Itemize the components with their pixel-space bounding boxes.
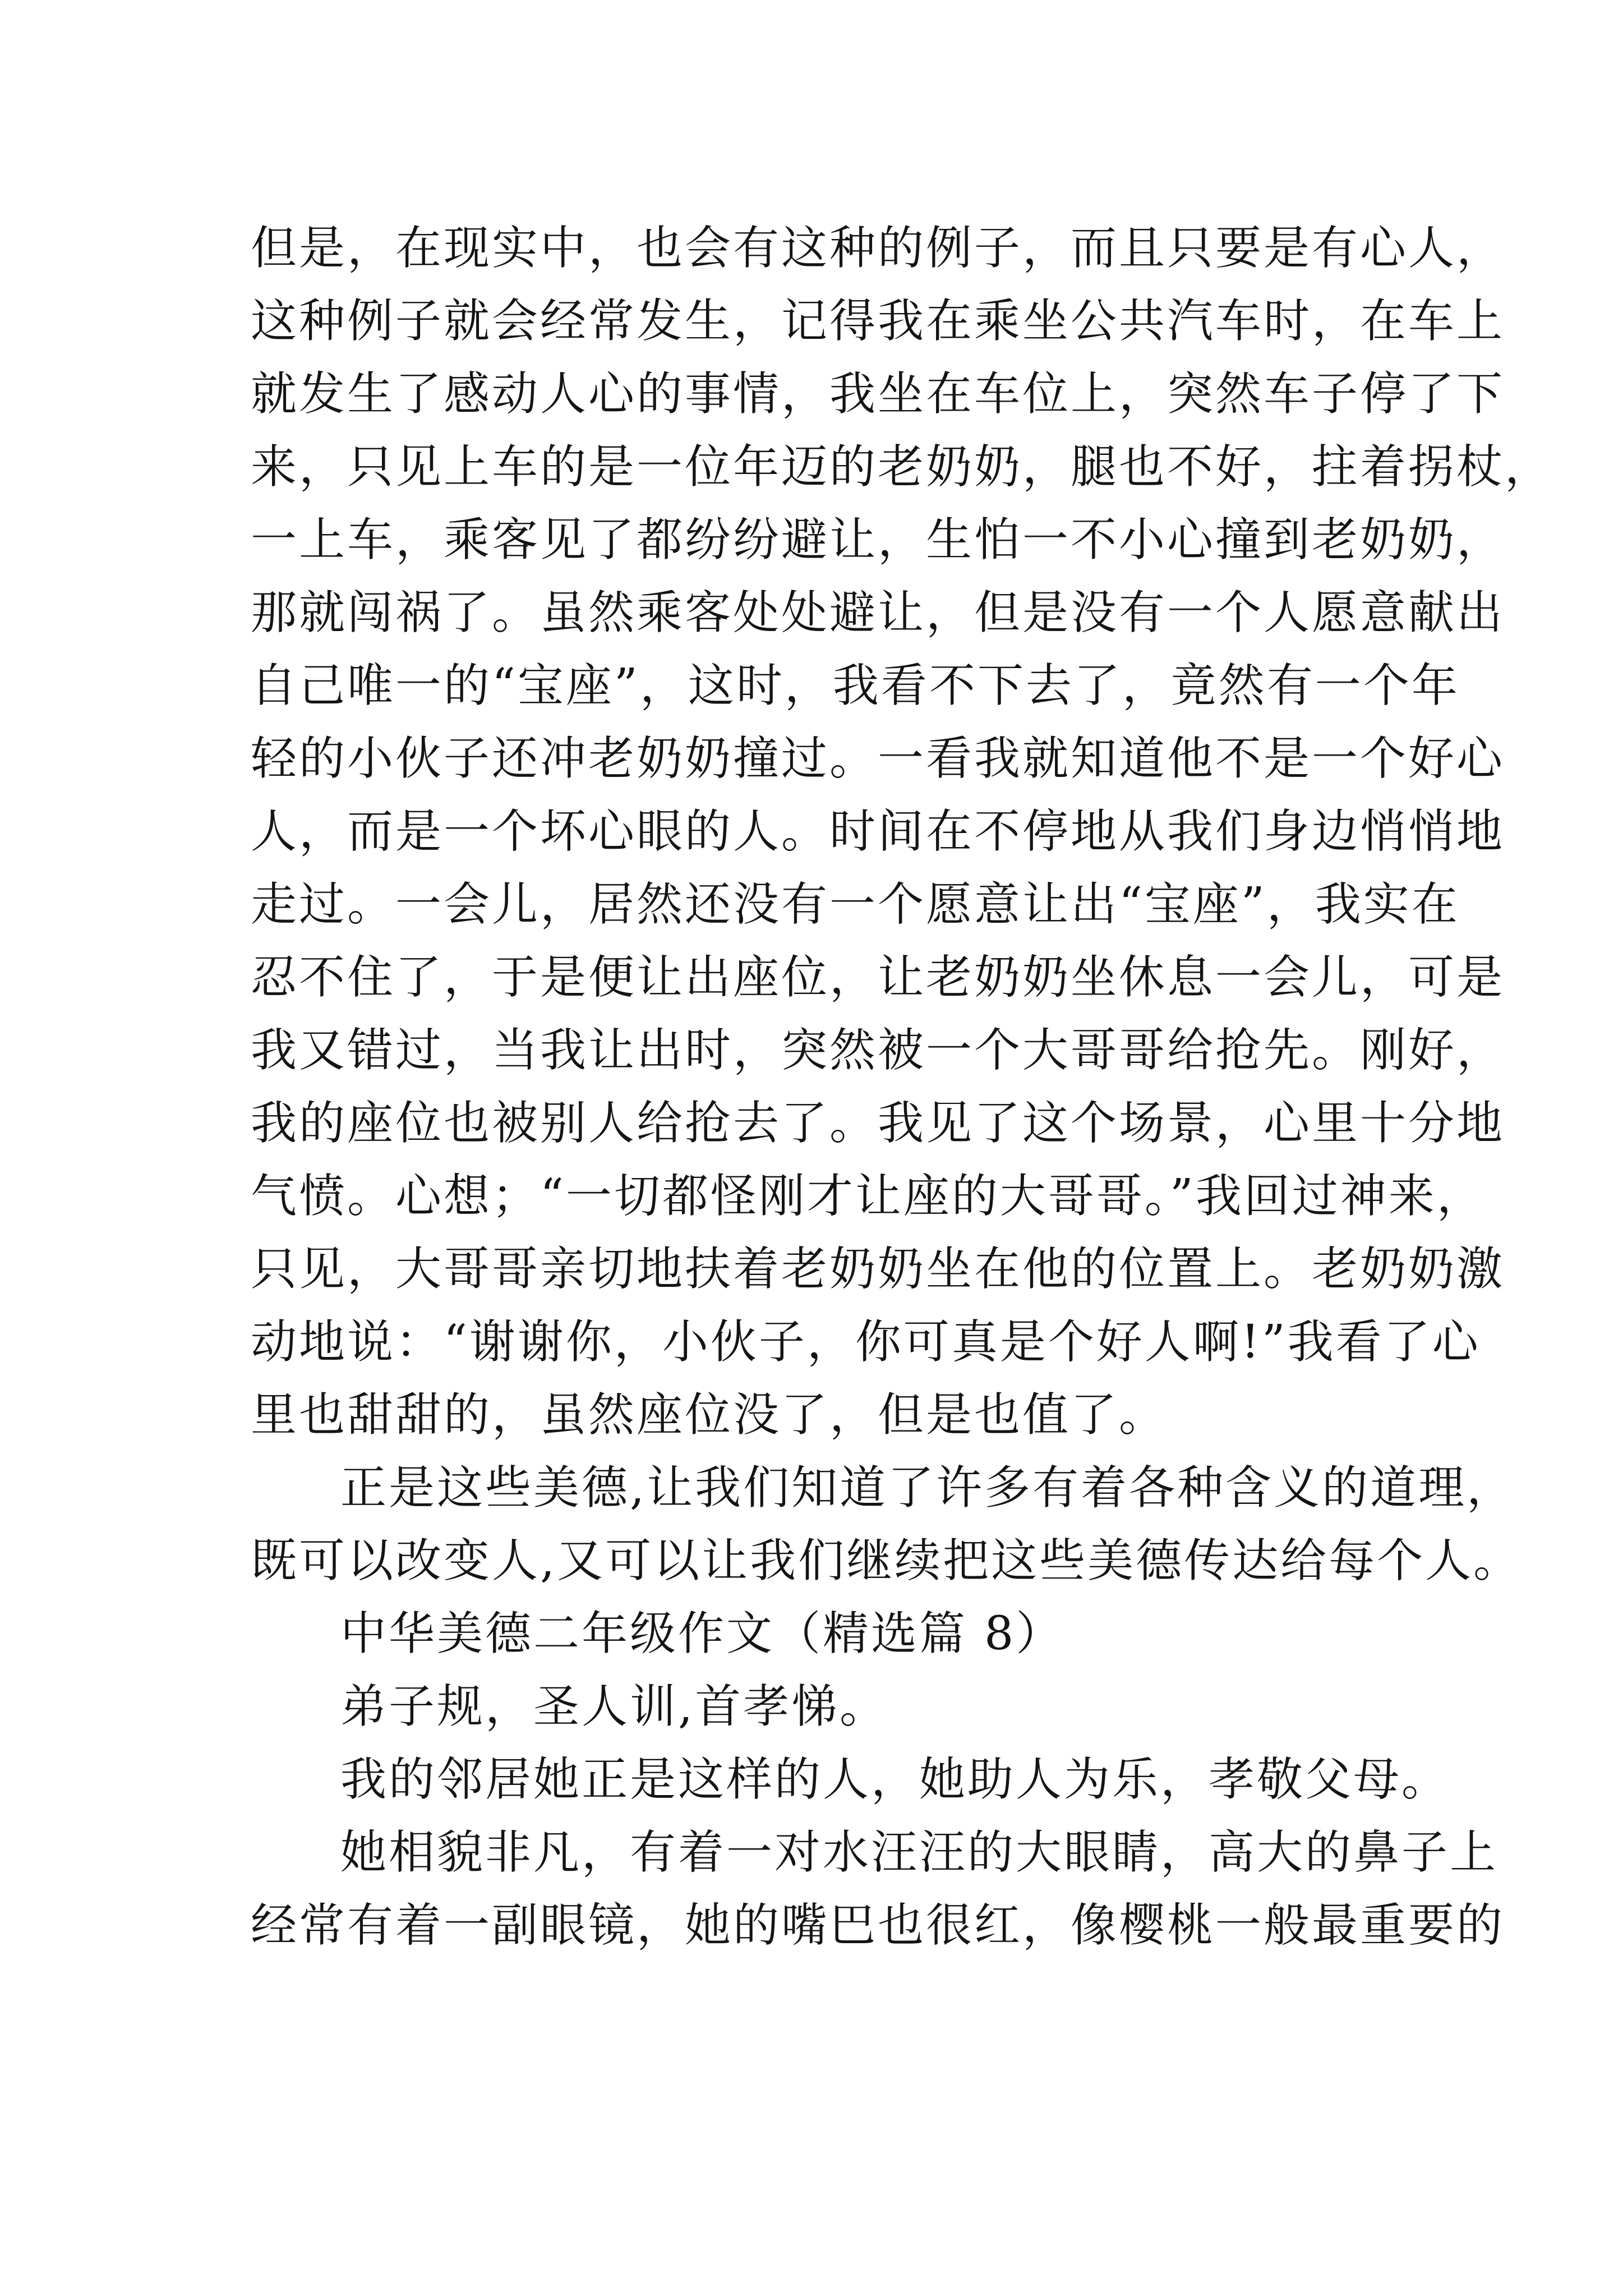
paragraph-first-line: 正是这些美德,让我们知道了许多有着各种含义的道理，: [340, 1461, 1515, 1515]
text-line: 来，只见上车的是一位年迈的老奶奶，腿也不好，拄着拐杖，: [251, 440, 1553, 494]
text-line: 自己唯一的“宝座”，这时，我看不下去了，竟然有一个年: [251, 659, 1460, 712]
paragraph-first-line: 我的邻居她正是这样的人，她助人为乐，孝敬父母。: [340, 1753, 1450, 1806]
text-line: 人，而是一个坏心眼的人。时间在不停地从我们身边悄悄地: [251, 805, 1505, 858]
text-line: 轻的小伙子还冲老奶奶撞过。一看我就知道他不是一个好心: [251, 732, 1505, 785]
text-line: 既可以改变人,又可以让我们继续把这些美德传达给每个人。: [251, 1534, 1522, 1588]
text-line: 忍不住了，于是便让出座位，让老奶奶坐休息一会儿，可是: [251, 951, 1505, 1004]
text-line: 我又错过，当我让出时，突然被一个大哥哥给抢先。刚好，: [251, 1024, 1505, 1077]
text-line: 气愤。心想；“一切都怪刚才让座的大哥哥。”我回过神来，: [251, 1170, 1485, 1223]
text-line: 动地说：“谢谢你，小伙子，你可真是个好人啊!”我看了心: [251, 1315, 1481, 1369]
text-line: 走过。一会儿，居然还没有一个愿意让出“宝座”，我实在: [251, 878, 1460, 931]
text-line: 那就闯祸了。虽然乘客处处避让，但是没有一个人愿意献出: [251, 586, 1505, 639]
section-heading: 中华美德二年级作文（精选篇 8）: [340, 1607, 1064, 1660]
text-line: 一上车，乘客见了都纷纷避让，生怕一不小心撞到老奶奶，: [251, 513, 1505, 567]
paragraph-first-line: 她相貌非凡，有着一对水汪汪的大眼睛，高大的鼻子上: [340, 1826, 1498, 1879]
paragraph-first-line: 弟子规，圣人训,首孝悌。: [340, 1680, 888, 1733]
text-line: 里也甜甜的，虽然座位没了，但是也值了。: [251, 1388, 1168, 1442]
essay-text: [251, 212, 1553, 1962]
text-line: 我的座位也被别人给抢去了。我见了这个场景，心里十分地: [251, 1097, 1505, 1150]
text-line: 经常有着一副眼镜，她的嘴巴也很红，像樱桃一般最重要的: [251, 1899, 1505, 1952]
text-line: 但是，在现实中，也会有这种的例子，而且只要是有心人，: [251, 222, 1505, 275]
text-line: 就发生了感动人心的事情，我坐在车位上，突然车子停了下: [251, 367, 1505, 421]
text-line: 只见，大哥哥亲切地扶着老奶奶坐在他的位置上。老奶奶激: [251, 1243, 1505, 1296]
text-line: 这种例子就会经常发生，记得我在乘坐公共汽车时，在车上: [251, 295, 1505, 348]
